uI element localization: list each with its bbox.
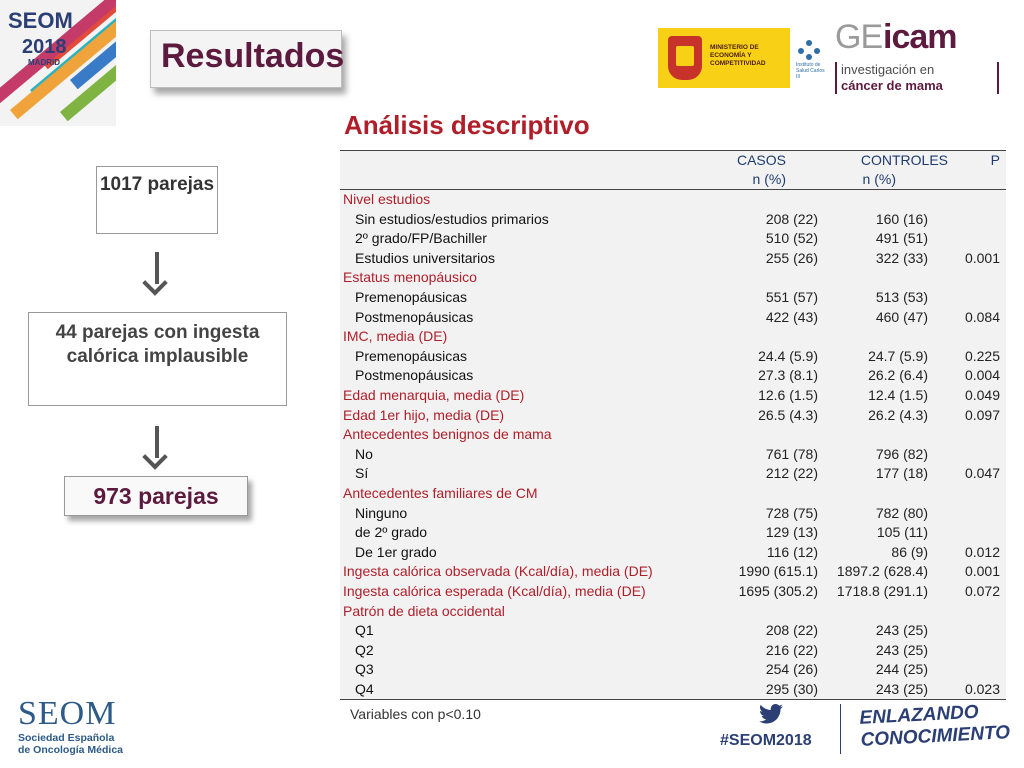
- table-row: [340, 210, 1006, 230]
- casos-value: 216 (22): [765, 641, 818, 658]
- seom-logo-city: MADRID: [28, 58, 60, 67]
- casos-value: 422 (43): [765, 308, 818, 325]
- geicam-divider-right: [997, 62, 999, 94]
- spain-crest-icon: [668, 36, 702, 80]
- seom2018-logo: [0, 0, 116, 126]
- casos-value: 728 (75): [765, 504, 818, 521]
- table-row: [340, 347, 1006, 367]
- row-label: Edad menarquia, media (DE): [343, 387, 525, 403]
- casos-value: 510 (52): [765, 230, 818, 247]
- casos-value: 129 (13): [765, 524, 818, 541]
- casos-value: 295 (30): [765, 681, 818, 697]
- row-label: Nivel estudios: [343, 191, 431, 207]
- controles-value: 491 (51): [875, 230, 928, 247]
- controles-value: 24.7 (5.9): [868, 347, 928, 364]
- table-row: [340, 680, 1006, 700]
- controles-value: 86 (9): [891, 543, 928, 560]
- header-casos-sub: n (%): [752, 171, 786, 187]
- row-label: de 2º grado: [355, 524, 428, 541]
- table-row: [340, 641, 1006, 661]
- row-label: Premenopáusicas: [355, 347, 468, 364]
- casos-value: 12.6 (1.5): [758, 387, 818, 403]
- table-row: [340, 327, 1006, 347]
- slogan-line2: CONOCIMIENTO: [860, 722, 1011, 751]
- controles-value: 244 (25): [875, 661, 928, 678]
- row-label: Ingesta calórica esperada (Kcal/día), media (DE): [343, 583, 646, 599]
- row-label: IMC, media (DE): [343, 328, 448, 345]
- casos-value: 1990 (615.1): [738, 563, 818, 580]
- row-label: Q4: [355, 681, 374, 697]
- ministerio-text: MINISTERIO DE ECONOMÍA Y COMPETITIVIDAD: [710, 44, 766, 67]
- table-row: [340, 582, 1006, 602]
- controles-value: 322 (33): [875, 249, 928, 266]
- p-value: 0.004: [964, 367, 1000, 384]
- casos-value: 24.4 (5.9): [758, 347, 818, 364]
- controles-value: 782 (80): [875, 504, 928, 521]
- table-row: [340, 543, 1006, 563]
- table-row: [340, 288, 1006, 308]
- table-row: [340, 660, 1006, 680]
- table-row: [340, 562, 1006, 582]
- row-label: Q1: [355, 622, 374, 639]
- p-value: 0.001: [964, 249, 1000, 266]
- footer-divider: [840, 704, 841, 754]
- p-value: 0.023: [964, 681, 1000, 697]
- casos-value: 116 (12): [766, 543, 818, 560]
- page-title: Resultados: [161, 37, 345, 75]
- flow-box-final: [64, 476, 248, 516]
- table-row: [340, 190, 1006, 210]
- table-row: [340, 484, 1006, 504]
- controles-value: 105 (11): [876, 524, 928, 541]
- row-label: Postmenopáusicas: [355, 367, 474, 384]
- descriptive-table: [340, 150, 1006, 700]
- row-label: Premenopáusicas: [355, 289, 468, 305]
- table-row: [340, 621, 1006, 641]
- casos-value: 27.3 (8.1): [758, 367, 818, 384]
- seom-logo-name: SEOM: [8, 8, 73, 33]
- seom-footer-line1: Sociedad Española: [18, 732, 115, 744]
- controles-value: 243 (25): [875, 641, 928, 658]
- table-row: [340, 523, 1006, 543]
- controles-value: 1718.8 (291.1): [836, 583, 928, 599]
- row-label: Estatus menopáusico: [343, 269, 477, 286]
- table-row: [340, 464, 1006, 484]
- flow-box-excluded: [28, 312, 287, 406]
- casos-value: 255 (26): [765, 249, 818, 266]
- isciii-logo: [796, 40, 826, 80]
- row-label: Patrón de dieta occidental: [343, 602, 505, 619]
- geicam-icam: icam: [883, 18, 957, 56]
- flow-box-total: [96, 166, 218, 234]
- row-label: Q2: [355, 641, 374, 658]
- casos-value: 1695 (305.2): [738, 583, 818, 599]
- row-label: Q3: [355, 661, 374, 678]
- row-label: Antecedentes familiares de CM: [343, 485, 538, 501]
- row-label: Antecedentes benignos de mama: [343, 426, 552, 443]
- table-row: [340, 308, 1006, 328]
- table-row: [340, 406, 1006, 426]
- row-label: Ingesta calórica observada (Kcal/día), media (DE): [343, 563, 653, 580]
- geicam-logo: [835, 18, 1005, 98]
- casos-value: 26.5 (4.3): [758, 406, 818, 423]
- table-row: [340, 249, 1006, 269]
- p-value: 0.225: [964, 347, 1000, 364]
- table-row: [340, 229, 1006, 249]
- seom-footer-name: SEOM: [18, 695, 117, 732]
- table-row: [340, 602, 1006, 622]
- table-row: [340, 366, 1006, 386]
- p-value: 0.001: [964, 563, 1000, 580]
- row-label: Sin estudios/estudios primarios: [355, 210, 549, 227]
- geicam-line2: cáncer de mama: [841, 78, 943, 93]
- geicam-line1: investigación en: [841, 62, 935, 77]
- row-label: Estudios universitarios: [355, 249, 496, 266]
- geicam-ge: GE: [835, 18, 883, 56]
- table-row: [340, 386, 1006, 406]
- casos-value: 208 (22): [765, 210, 818, 227]
- seom-footer-logo: [18, 696, 123, 756]
- seom-footer-line2: de Oncología Médica: [18, 744, 124, 756]
- controles-value: 796 (82): [875, 445, 928, 462]
- twitter-bird-icon: [758, 704, 784, 724]
- p-value: 0.097: [964, 406, 1000, 423]
- p-value: 0.049: [964, 387, 1000, 403]
- section-title: Análisis descriptivo: [344, 110, 590, 140]
- header-casos: CASOS: [736, 152, 786, 168]
- controles-value: 12.4 (1.5): [868, 387, 928, 403]
- header-controles-sub: n (%): [862, 171, 896, 187]
- casos-value: 212 (22): [765, 465, 818, 482]
- controles-value: 26.2 (6.4): [868, 367, 928, 384]
- casos-value: 761 (78): [765, 445, 818, 462]
- row-label: Ninguno: [355, 504, 408, 521]
- flow-box-total-text: 1017 parejas: [99, 174, 215, 195]
- controles-value: 460 (47): [875, 308, 928, 325]
- controles-value: 513 (53): [875, 289, 928, 305]
- flow-box-excluded-text: 44 parejas con ingesta calórica implausible: [55, 322, 260, 367]
- row-label: 2º grado/FP/Bachiller: [355, 230, 487, 247]
- casos-value: 254 (26): [765, 661, 818, 678]
- casos-value: 208 (22): [765, 622, 818, 639]
- row-label: Sí: [355, 465, 369, 482]
- table-row: [340, 268, 1006, 288]
- seom-logo-year: 2018: [22, 36, 67, 58]
- table-row: [340, 504, 1006, 524]
- p-value: 0.072: [964, 583, 1000, 599]
- isciii-text: Instituto de Salud Carlos III: [796, 62, 825, 80]
- hashtag: #SEOM2018: [720, 732, 812, 749]
- casos-value: 551 (57): [765, 289, 818, 305]
- controles-value: 177 (18): [875, 465, 928, 482]
- slogan: [859, 700, 1011, 752]
- p-value: 0.012: [964, 543, 1000, 560]
- flow-box-final-text: 973 parejas: [93, 483, 219, 509]
- header-p: P: [990, 152, 1000, 168]
- table-row: [340, 445, 1006, 465]
- slogan-line1: ENLAZANDO: [858, 701, 980, 729]
- table-note: Variables con p<0.10: [350, 706, 481, 722]
- header-controles: CONTROLES: [860, 152, 948, 168]
- title-box: [150, 30, 345, 88]
- ministerio-logo: [658, 28, 790, 88]
- p-value: 0.084: [964, 308, 1000, 325]
- geicam-divider: [835, 62, 837, 94]
- p-value: 0.047: [964, 465, 1000, 482]
- row-label: No: [355, 445, 373, 462]
- controles-value: 160 (16): [875, 210, 928, 227]
- controles-value: 243 (25): [875, 622, 928, 639]
- row-label: De 1er grado: [355, 543, 437, 560]
- controles-value: 26.2 (4.3): [868, 406, 928, 423]
- table-row: [340, 425, 1006, 445]
- row-label: Edad 1er hijo, media (DE): [343, 406, 505, 423]
- controles-value: 1897.2 (628.4): [836, 563, 928, 580]
- controles-value: 243 (25): [875, 681, 928, 697]
- row-label: Postmenopáusicas: [355, 308, 474, 325]
